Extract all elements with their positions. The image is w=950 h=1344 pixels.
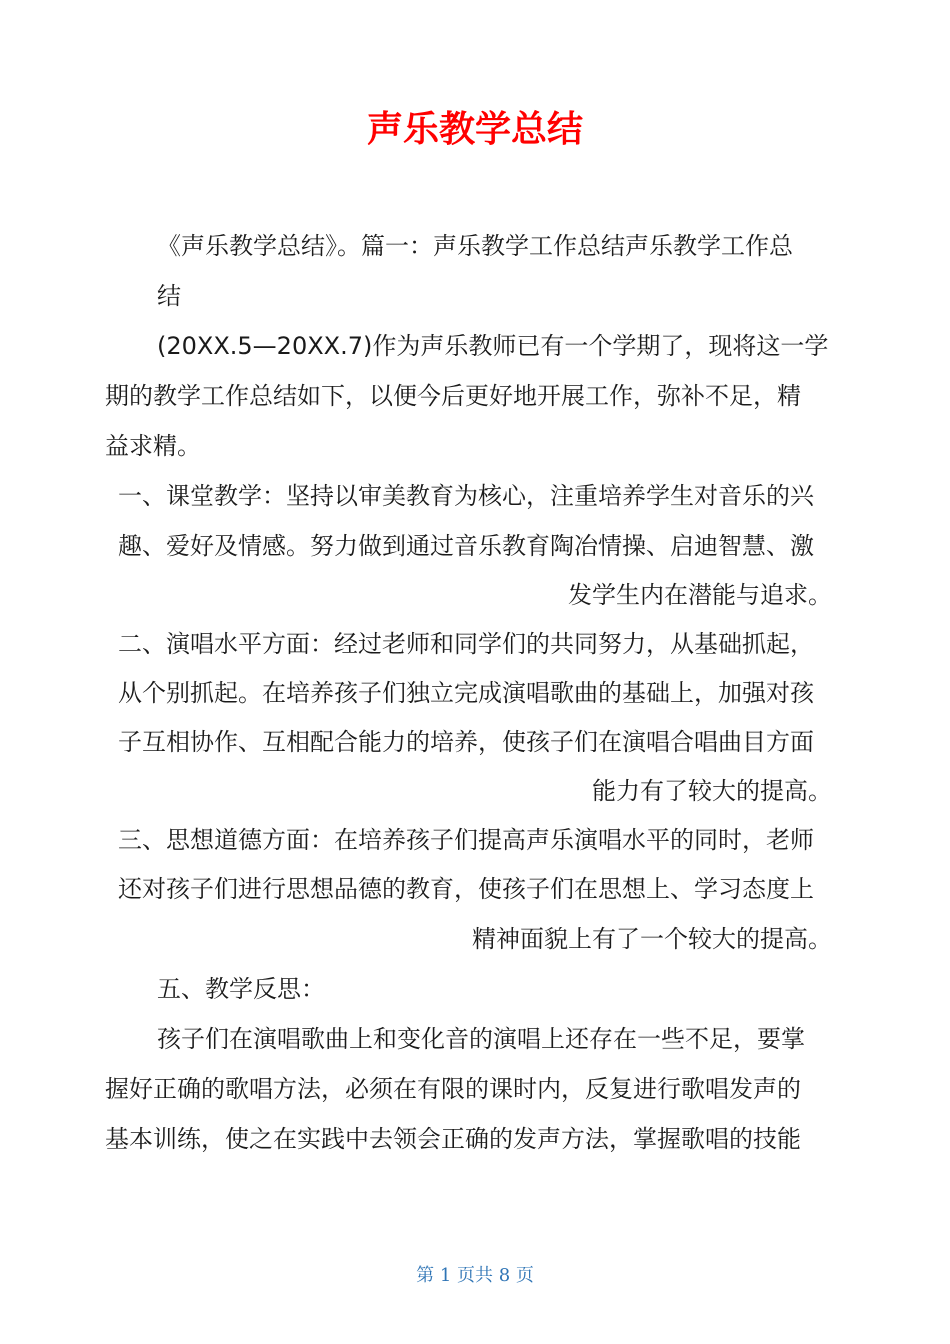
text-line: 益求精。 — [105, 432, 201, 460]
text-line: 孩子们在演唱歌曲上和变化音的演唱上还存在一些不足，要掌 — [157, 1025, 805, 1053]
text-line: (20XX.5—20XX.7)作为声乐教师已有一个学期了，现将这一学 — [157, 332, 829, 360]
text-line: 期的教学工作总结如下，以便今后更好地开展工作，弥补不足，精 — [105, 382, 801, 410]
text-line: 结 — [157, 282, 181, 310]
section-heading-line: 二、演唱水平方面：经过老师和同学们的共同努力，从基础抓起， — [118, 630, 814, 658]
section-heading-line: 五、教学反思： — [157, 975, 325, 1003]
text-line: 《声乐教学总结》。篇一：声乐教学工作总结声乐教学工作总 — [157, 232, 793, 260]
document-title: 声乐教学总结 — [366, 109, 583, 150]
text-line: 子互相协作、互相配合能力的培养，使孩子们在演唱合唱曲目方面 — [118, 728, 814, 756]
page-indicator: 第 1 页共 8 页 — [416, 1265, 534, 1286]
section-heading-line: 一、课堂教学：坚持以审美教育为核心，注重培养学生对音乐的兴 — [118, 482, 814, 510]
section-heading-line: 三、思想道德方面：在培养孩子们提高声乐演唱水平的同时，老师 — [118, 826, 814, 854]
text-line: 基本训练，使之在实践中去领会正确的发声方法，掌握歌唱的技能 — [105, 1125, 801, 1153]
text-line: 发学生内在潜能与追求。 — [568, 581, 832, 609]
text-line: 趣、爱好及情感。努力做到通过音乐教育陶冶情操、启迪智慧、激 — [118, 532, 814, 560]
text-line: 还对孩子们进行思想品德的教育，使孩子们在思想上、学习态度上 — [118, 875, 814, 903]
text-line: 精神面貌上有了一个较大的提高。 — [472, 925, 832, 953]
text-line: 能力有了较大的提高。 — [592, 777, 832, 805]
text-line: 从个别抓起。在培养孩子们独立完成演唱歌曲的基础上，加强对孩 — [118, 679, 814, 707]
text-line: 握好正确的歌唱方法，必须在有限的课时内，反复进行歌唱发声的 — [105, 1075, 801, 1103]
